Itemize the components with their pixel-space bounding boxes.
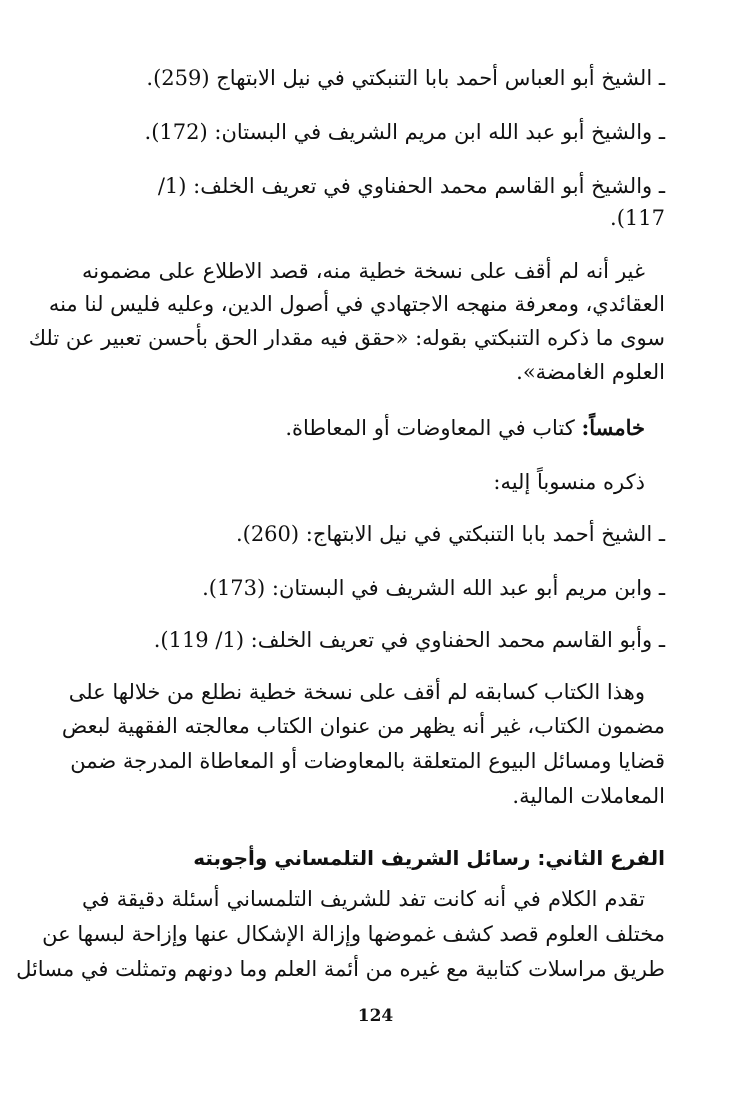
- citation-line-continuation: 117).: [610, 206, 665, 230]
- citation-line: ـ الشيخ أبو العباس أحمد بابا التنبكتي في نيل الابتهاج (259).: [146, 66, 665, 90]
- citation-line: ـ الشيخ أحمد بابا التنبكتي في نيل الابتهاج: (260).: [235, 522, 665, 546]
- paragraph-line: قضايا ومسائل البيوع المتعلقة بالمعاوضات أو المعاطاة المدرجة ضمن: [70, 749, 665, 773]
- paragraph-line: مضمون الكتاب، غير أنه يظهر من عنوان الكتاب معالجته الفقهية لبعض: [61, 714, 665, 738]
- citation-line: ـ وابن مريم أبو عبد الله الشريف في البستان: (173).: [202, 576, 665, 600]
- paragraph-line: المعاملات المالية.: [512, 784, 665, 808]
- section-title: كتاب في المعاوضات أو المعاطاة.: [285, 416, 575, 440]
- paragraph-line: طريق مراسلات كتابية مع غيره من أئمة العلم وما دونهم وتمثلت في مسائل: [16, 957, 665, 981]
- paragraph-line: سوى ما ذكره التنبكتي بقوله: «حقق فيه مقدار الحق بأحسن تعبير عن تلك: [28, 326, 665, 350]
- paragraph-line: غير أنه لم أقف على نسخة خطية منه، قصد الاطلاع على مضمونه: [82, 259, 645, 283]
- paragraph-line: وهذا الكتاب كسابقه لم أقف على نسخة خطية نطلع من خلالها على: [68, 680, 645, 704]
- citation-line: ـ والشيخ أبو القاسم محمد الحفناوي في تعريف الخلف: (1/: [157, 174, 665, 198]
- paragraph-line: مختلف العلوم قصد كشف غموضها وإزالة الإشكال عنها وإزاحة لبسها عن: [42, 922, 665, 946]
- section-number: خامساً:: [581, 415, 645, 440]
- citation-line: ـ وأبو القاسم محمد الحفناوي في تعريف الخلف: (1/ 119).: [153, 628, 665, 652]
- subsection-heading: الفرع الثاني: رسائل الشريف التلمساني وأجوبته: [193, 846, 665, 870]
- paragraph-line: تقدم الكلام في أنه كانت تفد للشريف التلمساني أسئلة دقيقة في: [82, 887, 645, 911]
- paragraph-line: ذكره منسوباً إليه:: [493, 470, 645, 494]
- citation-line: ـ والشيخ أبو عبد الله ابن مريم الشريف في البستان: (172).: [144, 120, 665, 144]
- paragraph-line: العلوم الغامضة».: [516, 360, 665, 384]
- paragraph-line: العقائدي، ومعرفة منهجه الاجتهادي في أصول الدين، وعليه فليس لنا منه: [48, 292, 665, 316]
- section-item-line: [82, 412, 645, 444]
- page-number: 124: [357, 1006, 394, 1026]
